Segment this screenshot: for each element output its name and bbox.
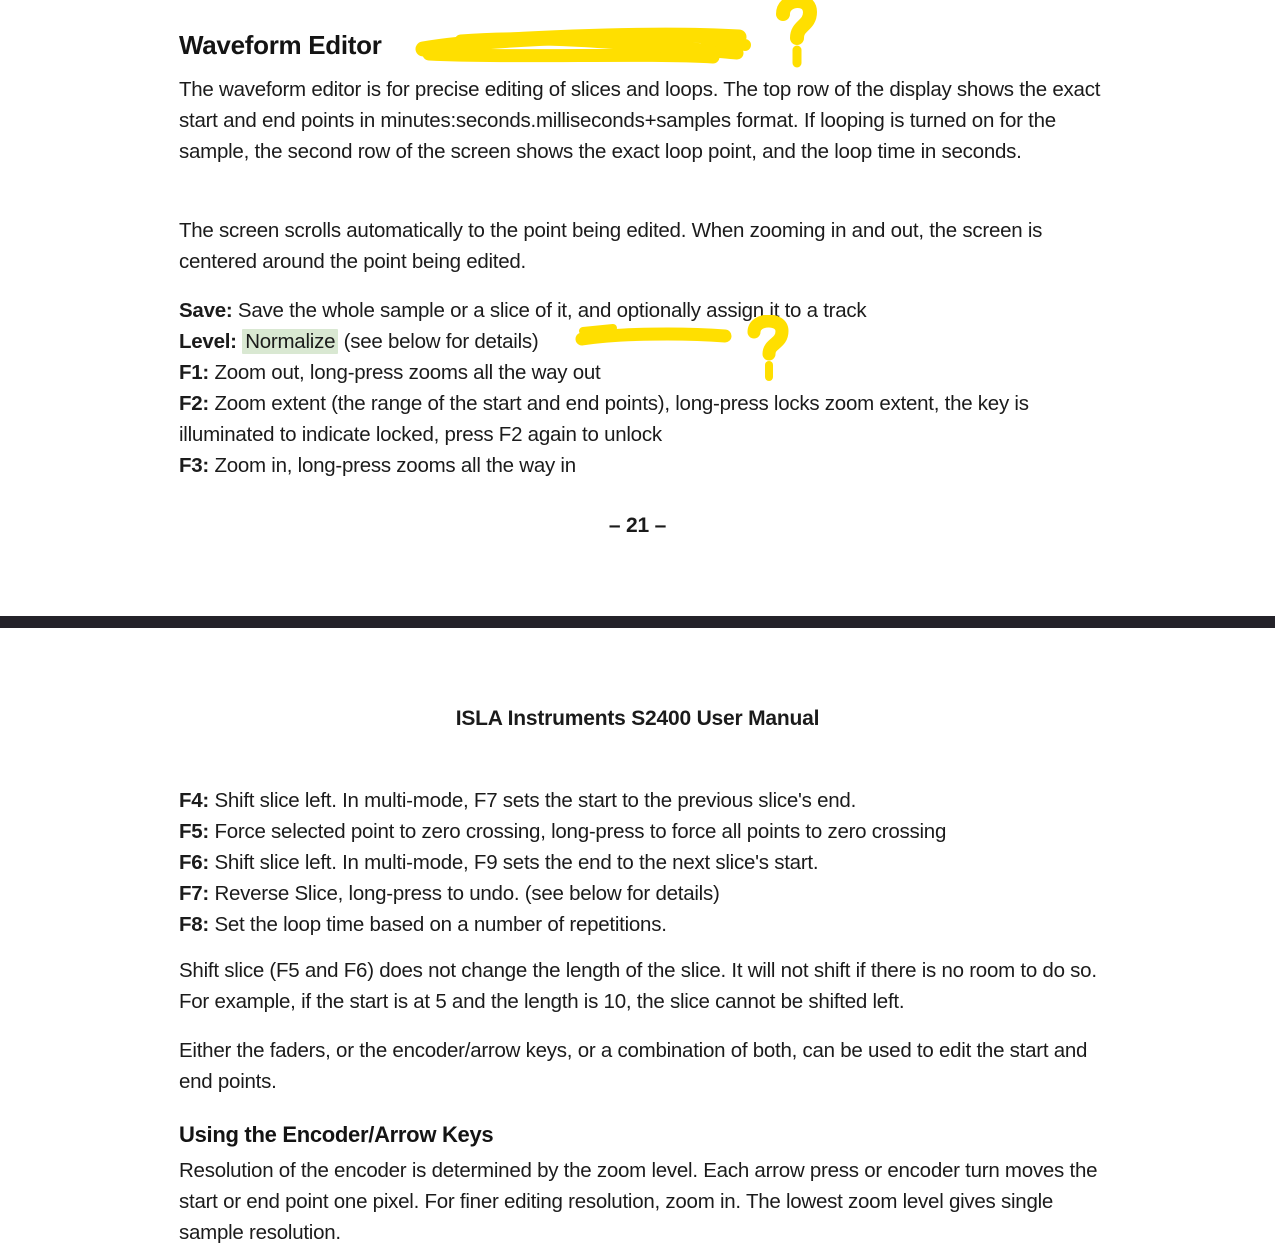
list-item-f4 — [179, 785, 1104, 816]
f2-label: F2: — [179, 392, 209, 415]
list-item-f5 — [179, 816, 1104, 847]
question-mark-icon — [744, 315, 794, 381]
page1-heading: Waveform Editor — [179, 30, 382, 60]
page2-paragraph-faders: Either the faders, or the encoder/arrow keys, or a combination of both, can be used to edit the start and end points. — [179, 1039, 1088, 1093]
list-item-f8 — [179, 909, 1104, 940]
page1-paragraph-2: The screen scrolls automatically to the point being edited. When zooming in and out, the screen is centered around the point being edited. — [179, 219, 1043, 273]
list-item-f7 — [179, 878, 1104, 909]
f5-text: Force selected point to zero crossing, long-press to force all points to zero crossing — [209, 820, 947, 843]
f7-label: F7: — [179, 882, 209, 905]
level-label: Level: — [179, 330, 237, 353]
list-item-f2 — [179, 388, 1104, 450]
f1-label: F1: — [179, 361, 209, 384]
question-mark-icon — [772, 0, 820, 68]
f4-label: F4: — [179, 789, 209, 812]
list-item-f3 — [179, 450, 1104, 481]
list-item-f1 — [179, 357, 1104, 388]
f8-text: Set the loop time based on a number of repetitions. — [209, 913, 667, 936]
page-break-divider — [0, 616, 1275, 628]
page1-paragraph-1: The waveform editor is for precise editing of slices and loops. The top row of the display shows the exact start and end points in minutes:seconds.milliseconds+samples format. If looping is turned on for the sample, the second row of the screen shows the exact loop point, and the loop time in seconds. — [179, 78, 1101, 163]
normalize-highlight: Normalize — [242, 329, 338, 354]
f3-text: Zoom in, long-press zooms all the way in — [209, 454, 576, 477]
f5-label: F5: — [179, 820, 209, 843]
highlighter-scribble-icon — [415, 25, 753, 67]
manual-title-header: ISLA Instruments S2400 User Manual — [455, 707, 820, 730]
section-heading-encoder: Using the Encoder/Arrow Keys — [179, 1122, 494, 1147]
f6-label: F6: — [179, 851, 209, 874]
page-number: – 21 – — [608, 514, 667, 537]
level-text: (see below for details) — [338, 330, 539, 353]
highlighter-scribble-icon — [575, 322, 733, 350]
save-label: Save: — [179, 299, 233, 322]
save-text: Save the whole sample or a slice of it, and optionally assign it to a track — [232, 299, 867, 322]
f3-label: F3: — [179, 454, 209, 477]
f4-text: Shift slice left. In multi-mode, F7 sets the start to the previous slice's end. — [209, 789, 857, 812]
f6-text: Shift slice left. In multi-mode, F9 sets the end to the next slice's start. — [209, 851, 819, 874]
list-item-f6 — [179, 847, 1104, 878]
f7-text: Reverse Slice, long-press to undo. (see below for details) — [209, 882, 720, 905]
f2-text: Zoom extent (the range of the start and end points), long-press locks zoom extent, the key is illuminated to indicate locked, press F2 again to unlock — [179, 392, 1029, 446]
page2-paragraph-shift-slice: Shift slice (F5 and F6) does not change the length of the slice. It will not shift if there is no room to do so. For example, if the start is at 5 and the length is 10, the slice cannot be shifted left. — [179, 959, 1097, 1013]
page2-paragraph-resolution: Resolution of the encoder is determined by the zoom level. Each arrow press or encoder turn moves the start or end point one pixel. For finer editing resolution, zoom in. The lowest zoom level gives single sample resolution. — [179, 1159, 1098, 1244]
page2-function-list — [179, 785, 1104, 940]
f8-label: F8: — [179, 913, 209, 936]
f1-text: Zoom out, long-press zooms all the way out — [209, 361, 601, 384]
